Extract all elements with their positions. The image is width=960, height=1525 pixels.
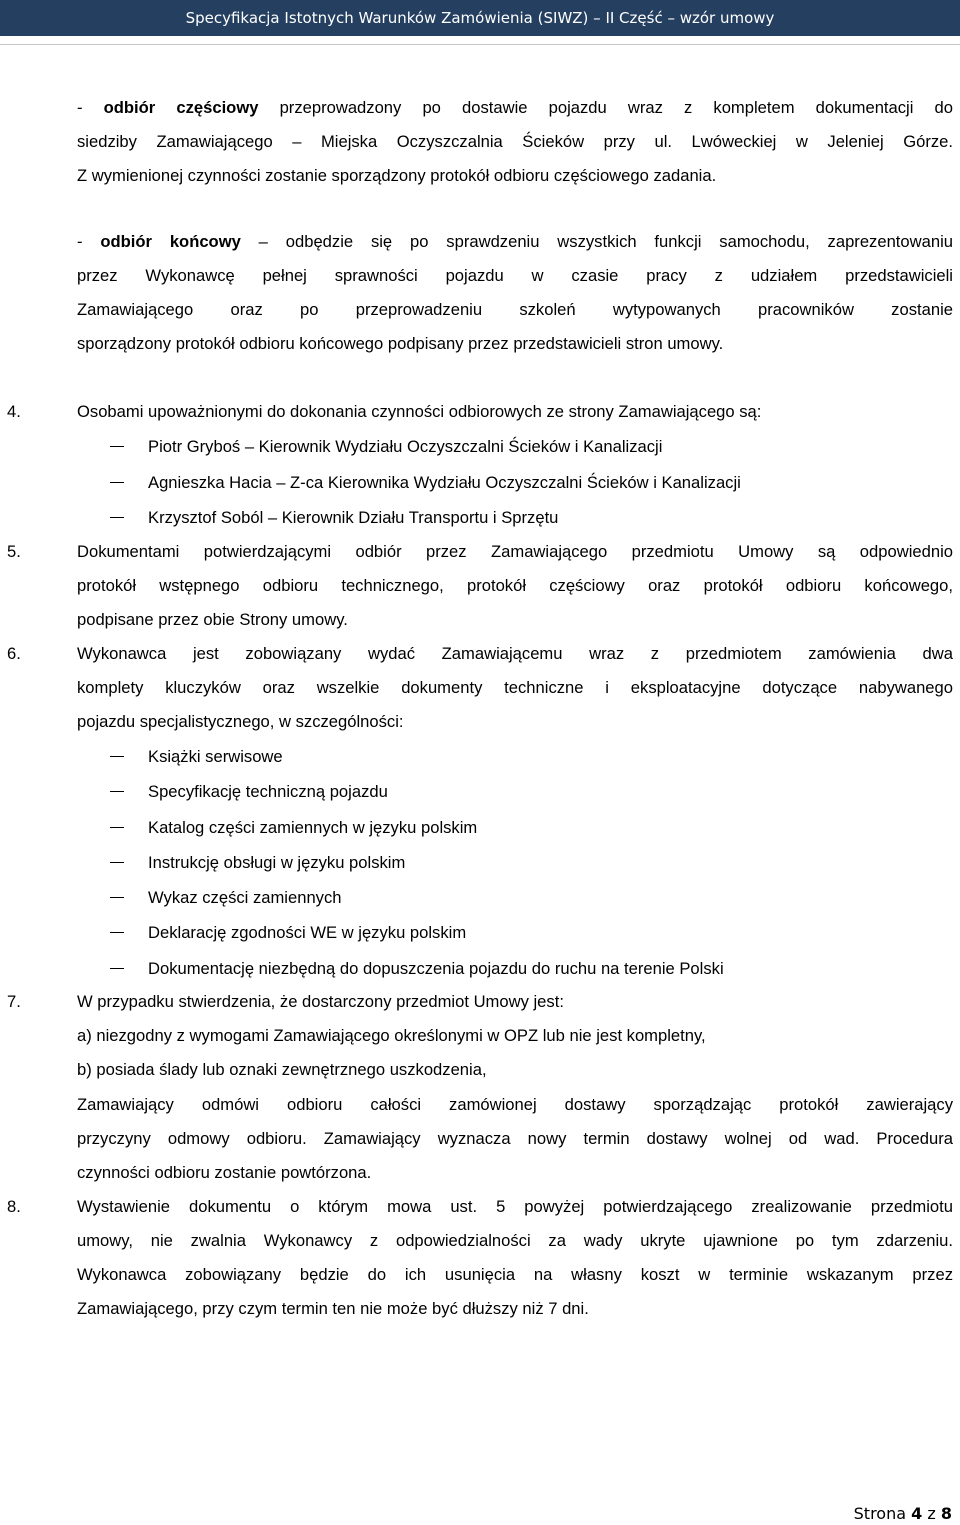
paragraph-line: umowy, nie zwalnia Wykonawcy z odpowiedzialności za wady ukryte ujawnione po tym zdarzeniu. (77, 1231, 953, 1250)
section-number: 8. (7, 1197, 21, 1216)
dash-bullet (110, 968, 124, 969)
paragraph-line: Dokumentami potwierdzającymi odbiór przez Zamawiającego przedmiotu Umowy są odpowiednio (77, 542, 953, 561)
dash-bullet (110, 756, 124, 757)
paragraph-line: Osobami upoważnionymi do dokonania czynności odbiorowych ze strony Zamawiającego są: (77, 402, 762, 421)
document-header (0, 0, 960, 36)
dash-bullet (110, 932, 124, 933)
paragraph-line: podpisane przez obie Strony umowy. (77, 610, 348, 629)
paragraph-line: sporządzony protokół odbioru końcowego podpisany przez przedstawicieli stron umowy. (77, 334, 724, 353)
header-divider (0, 44, 960, 45)
page-number: Strona 4 z 8 (853, 1504, 952, 1523)
final-acceptance-term: odbiór końcowy (100, 232, 241, 251)
dash-bullet (110, 517, 124, 518)
paragraph-line: siedziby Zamawiającego – Miejska Oczyszczalnia Ścieków przy ul. Lwóweckiej w Jeleniej Górze. (77, 132, 953, 151)
paragraph-line: b) posiada ślady lub oznaki zewnętrznego uszkodzenia, (77, 1060, 487, 1079)
paragraph-line: pojazdu specjalistycznego, w szczególności: (77, 712, 404, 731)
paragraph-line: przyczyny odmowy odbioru. Zamawiający wyznacza nowy termin dostawy wolnej od wad. Procedura (77, 1129, 953, 1148)
dash-bullet (110, 827, 124, 828)
paragraph-line: W przypadku stwierdzenia, że dostarczony przedmiot Umowy jest: (77, 992, 564, 1011)
dash-bullet (110, 791, 124, 792)
list-item: Piotr Gryboś – Kierownik Wydziału Oczyszczalni Ścieków i Kanalizacji (148, 437, 663, 456)
section-number: 5. (7, 542, 21, 561)
final-acceptance-line: - odbiór końcowy – odbędzie się po sprawdzeniu wszystkich funkcji samochodu, zaprezentowaniu (77, 232, 954, 251)
list-item: Instrukcję obsługi w języku polskim (148, 853, 406, 872)
list-item: Katalog części zamiennych w języku polskim (148, 818, 478, 837)
paragraph-line: Zamawiający odmówi odbioru całości zamówionej dostawy sporządzając protokół zawierający (77, 1095, 953, 1114)
paragraph-line: Zamawiającego, przy czym termin ten nie może być dłuższy niż 7 dni. (77, 1299, 589, 1318)
paragraph-line: Wykonawca jest zobowiązany wydać Zamawiającemu wraz z przedmiotem zamówienia dwa (77, 644, 953, 663)
list-item: Agnieszka Hacia – Z-ca Kierownika Wydziału Oczyszczalni Ścieków i Kanalizacji (148, 473, 741, 492)
paragraph-line: a) niezgodny z wymogami Zamawiającego określonymi w OPZ lub nie jest kompletny, (77, 1026, 706, 1045)
dash-bullet (110, 897, 124, 898)
total-pages: 8 (940, 1504, 952, 1523)
paragraph-line: Z wymienionej czynności zostanie sporządzony protokół odbioru częściowego zadania. (77, 166, 717, 185)
paragraph-line: Zamawiającego oraz po przeprowadzeniu szkoleń wytypowanych pracowników zostanie (77, 300, 953, 319)
list-item: Specyfikację techniczną pojazdu (148, 782, 388, 801)
dash-bullet (110, 862, 124, 863)
list-item: Dokumentację niezbędną do dopuszczenia pojazdu do ruchu na terenie Polski (148, 959, 724, 978)
paragraph-line: czynności odbioru zostanie powtórzona. (77, 1163, 372, 1182)
paragraph-line: przez Wykonawcę pełnej sprawności pojazdu w czasie pracy z udziałem przedstawicieli (77, 266, 953, 285)
dash-bullet (110, 446, 124, 447)
partial-acceptance-line: - odbiór częściowy przeprowadzony po dostawie pojazdu wraz z kompletem dokumentacji do (77, 98, 953, 117)
section-number: 6. (7, 644, 21, 663)
partial-acceptance-term: odbiór częściowy (103, 98, 259, 117)
paragraph-line: Wystawienie dokumentu o którym mowa ust. 5 powyżej potwierdzającego zrealizowanie przedmiotu (77, 1197, 953, 1216)
list-item: Wykaz części zamiennych (148, 888, 342, 907)
paragraph-line: protokół wstępnego odbioru technicznego, protokół częściowy oraz protokół odbioru końcowego, (77, 576, 953, 595)
header-title: Specyfikacja Istotnych Warunków Zamówienia (SIWZ) – II Część – wzór umowy (185, 9, 775, 27)
section-number: 4. (7, 402, 21, 421)
current-page: 4 (911, 1504, 923, 1523)
section-number: 7. (7, 992, 21, 1011)
list-item: Krzysztof Soból – Kierownik Działu Transportu i Sprzętu (148, 508, 559, 527)
dash-bullet (110, 482, 124, 483)
paragraph-line: komplety kluczyków oraz wszelkie dokumenty techniczne i eksploatacyjne dotyczące nabywanego (77, 678, 953, 697)
list-item: Deklarację zgodności WE w języku polskim (148, 923, 467, 942)
paragraph-line: Wykonawca zobowiązany będzie do ich usunięcia na własny koszt w terminie wskazanym przez (77, 1265, 953, 1284)
list-item: Książki serwisowe (148, 747, 283, 766)
